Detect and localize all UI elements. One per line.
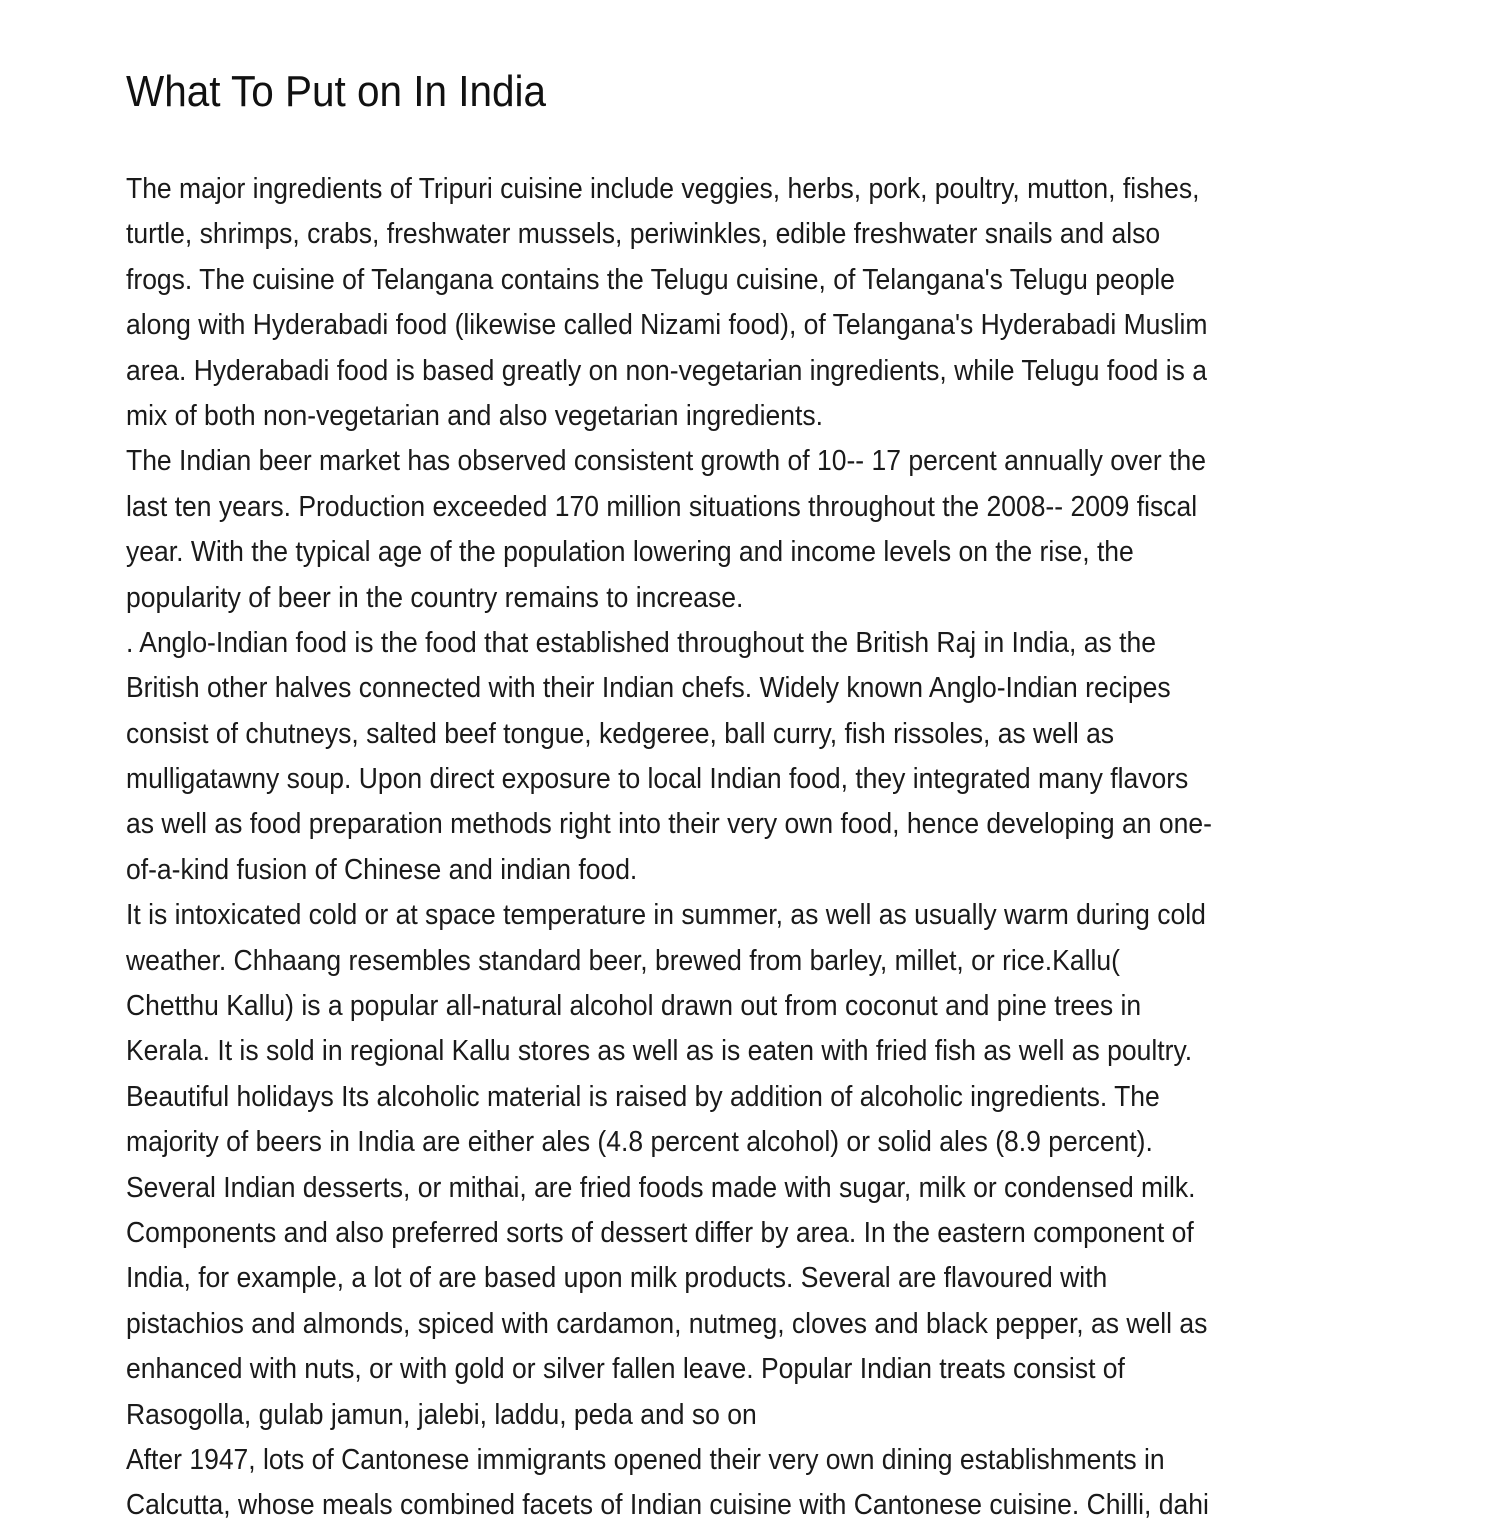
body-line: as well as food preparation methods right into their very own food, hence developing an one- bbox=[126, 808, 1212, 841]
body-line: British other halves connected with their Indian chefs. Widely known Anglo-Indian recipes bbox=[126, 672, 1171, 705]
body-line: mulligatawny soup. Upon direct exposure to local Indian food, they integrated many flavors bbox=[126, 763, 1189, 796]
body-line: Chetthu Kallu) is a popular all-natural alcohol drawn out from coconut and pine trees in bbox=[126, 990, 1142, 1023]
body-line: consist of chutneys, salted beef tongue, kedgeree, ball curry, fish rissoles, as well as bbox=[126, 717, 1115, 750]
body-line: last ten years. Production exceeded 170 million situations throughout the 2008-- 2009 fiscal bbox=[126, 490, 1198, 523]
body-line: pistachios and almonds, spiced with cardamon, nutmeg, cloves and black pepper, as well as bbox=[126, 1307, 1208, 1340]
body-line: Components and also preferred sorts of dessert differ by area. In the eastern component of bbox=[126, 1216, 1194, 1249]
body-line: It is intoxicated cold or at space temperature in summer, as well as usually warm during cold bbox=[126, 899, 1206, 932]
body-line: frogs. The cuisine of Telangana contains the Telugu cuisine, of Telangana's Telugu people bbox=[126, 263, 1175, 296]
body-line: Kerala. It is sold in regional Kallu stores as well as is eaten with fried fish as well as poultry. bbox=[126, 1035, 1193, 1068]
body-line: . Anglo-Indian food is the food that established throughout the British Raj in India, as the bbox=[126, 626, 1156, 659]
body-line: year. With the typical age of the population lowering and income levels on the rise, the bbox=[126, 536, 1134, 569]
body-line: weather. Chhaang resembles standard beer, brewed from barley, millet, or rice.Kallu( bbox=[126, 944, 1120, 977]
body-line: After 1947, lots of Cantonese immigrants opened their very own dining establishments in bbox=[126, 1443, 1165, 1476]
body-line: of-a-kind fusion of Chinese and indian food. bbox=[126, 853, 638, 886]
body-line: enhanced with nuts, or with gold or silver fallen leave. Popular Indian treats consist of bbox=[126, 1353, 1125, 1386]
body-line: Calcutta, whose meals combined facets of Indian cuisine with Cantonese cuisine. Chilli, dahi bbox=[126, 1489, 1209, 1522]
body-line: Beautiful holidays Its alcoholic material is raised by addition of alcoholic ingredients. The bbox=[126, 1080, 1160, 1113]
document-body bbox=[126, 167, 1349, 1529]
body-line: Rasogolla, gulab jamun, jalebi, laddu, peda and so on bbox=[126, 1398, 757, 1431]
body-line: The major ingredients of Tripuri cuisine include veggies, herbs, pork, poultry, mutton, fishes, bbox=[126, 173, 1200, 205]
body-line: popularity of beer in the country remains to increase. bbox=[126, 581, 744, 614]
body-line: mix of both non-vegetarian and also vegetarian ingredients. bbox=[126, 399, 823, 432]
body-line: turtle, shrimps, crabs, freshwater mussels, periwinkles, edible freshwater snails and also bbox=[126, 218, 1161, 251]
body-line: India, for example, a lot of are based upon milk products. Several are flavoured with bbox=[126, 1262, 1108, 1295]
document-title: What To Put on In India bbox=[126, 67, 547, 116]
body-line: along with Hyderabadi food (likewise called Nizami food), of Telangana's Hyderabadi Muslim bbox=[126, 309, 1208, 342]
body-line: majority of beers in India are either ales (4.8 percent alcohol) or solid ales (8.9 percent). bbox=[126, 1126, 1153, 1159]
body-line: The Indian beer market has observed consistent growth of 10-- 17 percent annually over the bbox=[126, 445, 1206, 478]
body-line: Several Indian desserts, or mithai, are fried foods made with sugar, milk or condensed milk. bbox=[126, 1171, 1196, 1204]
body-line: area. Hyderabadi food is based greatly on non-vegetarian ingredients, while Telugu food is a bbox=[126, 354, 1208, 387]
